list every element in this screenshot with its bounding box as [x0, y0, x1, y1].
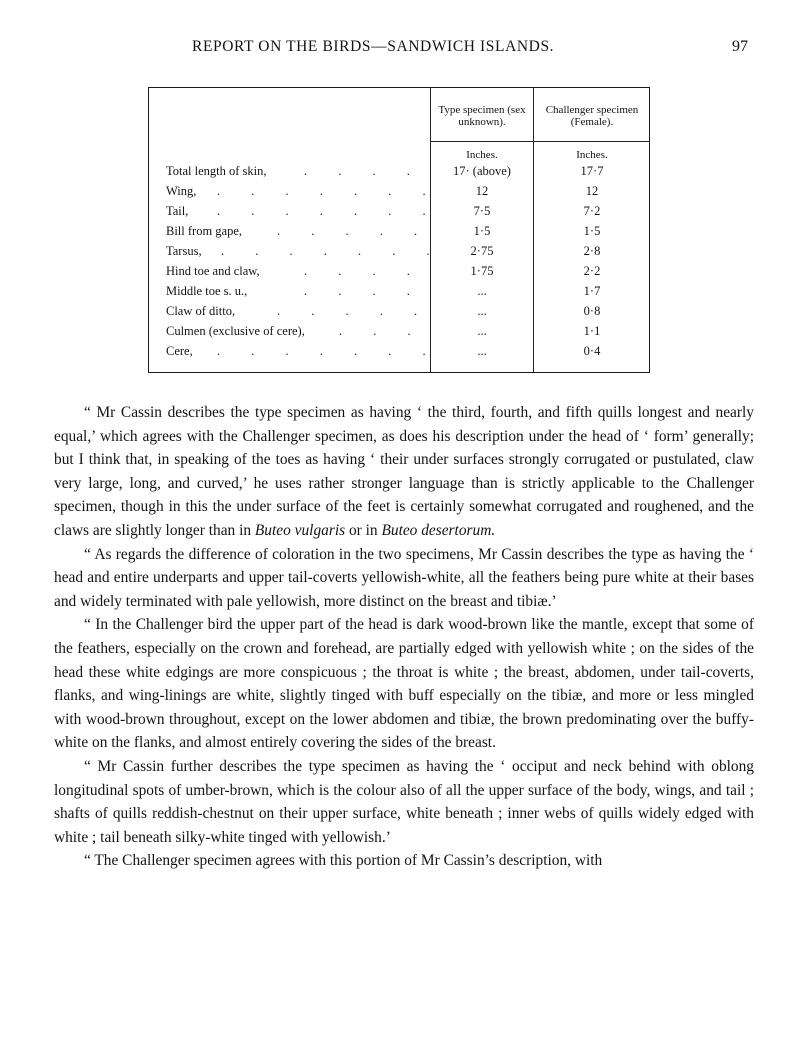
units-label: Inches. — [466, 149, 498, 161]
column-header-type-specimen: Type specimen (sex unknown). — [438, 104, 526, 128]
paragraph: “ The Challenger specimen agrees with this portion of Mr Cassin’s description, with — [84, 852, 603, 870]
challenger-value: 2·2 — [583, 264, 601, 278]
paragraph: “ In the Challenger bird the upper part of the head is dark wood-brown like the mantle, except that some of the feathers, especially on the crown and forehead, are partially edged with yellowish white ; on the sides of the head these white edgings are more conspicuous ; the throat is white ; the breast, abdomen, under tail-coverts, flanks, and wing-linings are white, slightly tinged with buff especially on the tibiæ, and more or less mingled with wood-brown throughout, except on the lower abdomen and tibiæ, the brown predominating over the buffy-white on the flanks, and almost entirely covering the sides of the breast. — [54, 616, 754, 752]
table-row: Total length of skin, . . . . 17· (above) 17·7 — [149, 164, 649, 184]
challenger-value: 1·7 — [583, 284, 601, 298]
type-value: ... — [477, 324, 487, 338]
table-row: Tail, . . . . . . . 7·5 7·2 — [149, 204, 649, 224]
table-row: Bill from gape, . . . . . 1·5 1·5 — [149, 224, 649, 244]
row-label: Bill from gape, — [166, 224, 243, 238]
row-label: Culmen (exclusive of cere), — [166, 324, 305, 338]
table-row: Wing, . . . . . . . 12 12 — [149, 184, 649, 204]
challenger-value: 7·2 — [583, 204, 601, 218]
row-label: Tarsus, — [166, 244, 202, 258]
paragraph: “ As regards the difference of coloration in the two specimens, Mr Cassin describes the type as having the ‘ head and entire underparts and upper tail-coverts yellowish-white, all the feathers being pure white at their bases and widely terminated with pale yellowish, more distinct on the breast and tibiæ.’ — [54, 545, 754, 610]
row-label: Total length of skin, — [166, 164, 267, 178]
row-label: Cere, — [166, 344, 193, 358]
table-row: Claw of ditto, . . . . . ... 0·8 — [149, 304, 649, 324]
row-label: Claw of ditto, — [166, 304, 236, 318]
challenger-value: 1·1 — [583, 324, 601, 338]
running-head: REPORT ON THE BIRDS—SANDWICH ISLANDS. — [192, 38, 555, 55]
body-text — [54, 401, 754, 873]
type-value: 17· (above) — [453, 164, 511, 178]
paragraph: “ Mr Cassin describes the type specimen as having ‘ the third, fourth, and fifth quills longest and nearly equal,’ which agrees with the Challenger specimen, as does his description under the head of ‘ form’ generally; but I think that, in speaking of the toes as having ‘ their under surfaces strongly corrugated or pustulated, claw very large, long, and curved,’ he uses rather stronger language than is strictly applicable to the Challenger specimen, though in this the under surface of the feet is certainly somewhat corrugated and roughened, and the claws are slightly longer than in Buteo vulgaris or in Buteo desertorum. — [54, 404, 754, 539]
challenger-value: 1·5 — [583, 224, 601, 238]
type-value: ... — [477, 284, 487, 298]
challenger-value: 2·8 — [583, 244, 601, 258]
measurements-table — [148, 87, 650, 373]
row-label: Wing, — [166, 184, 197, 198]
units-label: Inches. — [576, 149, 608, 161]
challenger-value: 12 — [585, 184, 599, 198]
type-value: 1·75 — [470, 264, 494, 278]
table-row: Hind toe and claw, . . . . 1·75 2·2 — [149, 264, 649, 284]
type-value: 1·5 — [473, 224, 491, 238]
challenger-value: 17·7 — [580, 164, 604, 178]
challenger-value: 0·8 — [583, 304, 601, 318]
type-value: ... — [477, 304, 487, 318]
row-label: Tail, — [166, 204, 189, 218]
row-label: Middle toe s. u., — [166, 284, 248, 298]
table-row: Middle toe s. u., . . . . ... 1·7 — [149, 284, 649, 304]
type-value: 2·75 — [470, 244, 494, 258]
column-header-challenger-specimen: Challenger specimen (Female). — [545, 104, 639, 128]
table-row: Cere, . . . . . . . ... 0·4 — [149, 344, 649, 364]
page-header — [0, 38, 800, 60]
type-value: ... — [477, 344, 487, 358]
type-value: 12 — [475, 184, 489, 198]
type-value: 7·5 — [473, 204, 491, 218]
table-row: Tarsus, . . . . . . . 2·75 2·8 — [149, 244, 649, 264]
header-rule — [430, 141, 649, 142]
paragraph: “ Mr Cassin further describes the type specimen as having the ‘ occiput and neck behind with oblong longitudinal spots of umber-brown, which is the colour also of all the upper surface of the body, wings, and tail ; shafts of quills reddish-chestnut on their upper surface, white beneath ; inner webs of quills widely edged with white ; tail beneath silky-white tinged with yellowish.’ — [54, 757, 754, 846]
row-label: Hind toe and claw, — [166, 264, 260, 278]
table-row: Culmen (exclusive of cere), . . . ... 1·1 — [149, 324, 649, 344]
challenger-value: 0·4 — [583, 344, 601, 358]
page-number: 97 — [732, 38, 748, 55]
